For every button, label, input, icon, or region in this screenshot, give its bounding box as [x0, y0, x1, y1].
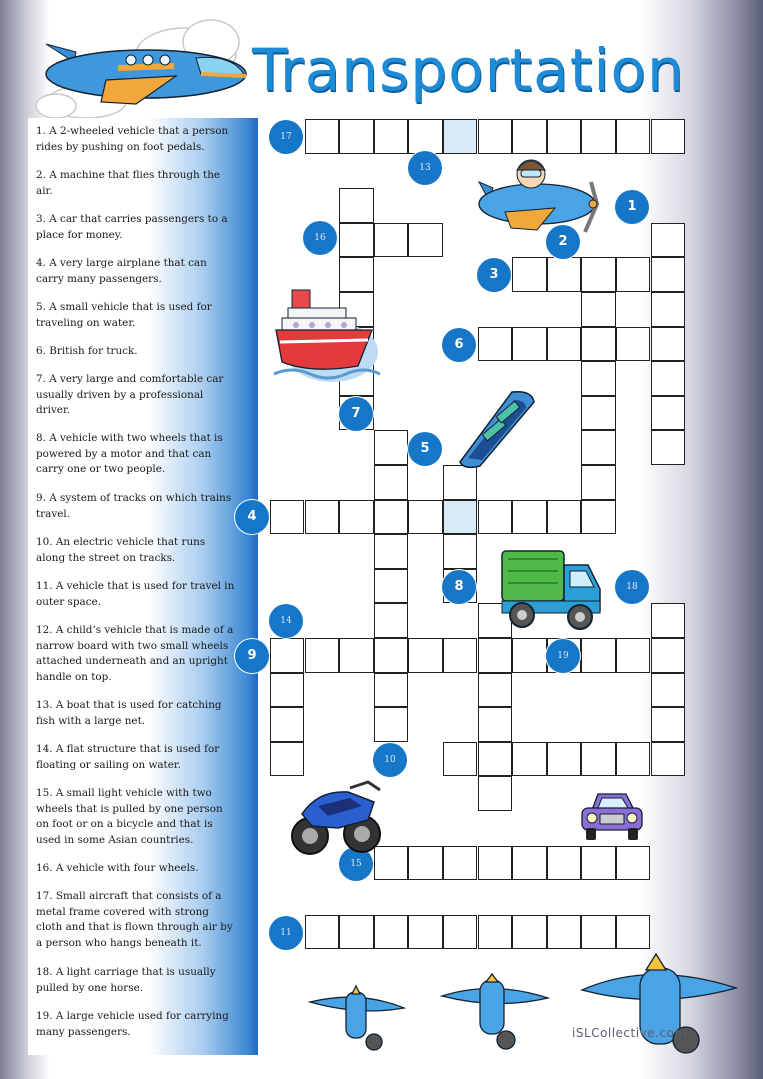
grid-cell[interactable] [512, 119, 547, 154]
grid-cell[interactable] [478, 638, 513, 673]
grid-cell[interactable] [581, 292, 616, 327]
grid-cell[interactable] [547, 119, 582, 154]
grid-cell[interactable] [547, 846, 582, 881]
airplane-logo-icon [26, 14, 251, 122]
grid-cell[interactable] [512, 846, 547, 881]
grid-cell[interactable] [339, 188, 374, 223]
grid-cell[interactable] [547, 742, 582, 777]
grid-cell[interactable] [339, 638, 374, 673]
grid-cell[interactable] [443, 534, 478, 569]
clue-number-3: 3 [477, 258, 511, 292]
clue-2: 2. A machine that flies through the air. [36, 169, 221, 197]
grid-cell[interactable] [581, 915, 616, 950]
grid-cell[interactable] [581, 846, 616, 881]
grid-cell[interactable] [651, 673, 686, 708]
grid-cell[interactable] [478, 500, 513, 535]
grid-cell[interactable] [478, 915, 513, 950]
grid-cell[interactable] [581, 119, 616, 154]
toy-planes-icon [300, 950, 740, 1060]
grid-cell[interactable] [547, 327, 582, 362]
grid-cell[interactable] [512, 638, 547, 673]
grid-cell[interactable] [478, 742, 513, 777]
clue-number-16: 16 [303, 221, 337, 255]
truck-icon [498, 545, 604, 633]
grid-cell[interactable] [547, 257, 582, 292]
grid-cell[interactable] [478, 776, 513, 811]
grid-cell[interactable] [374, 638, 409, 673]
clue-number-6: 6 [442, 328, 476, 362]
clue-3: 3. A car that carries passengers to a place for money. [36, 213, 228, 241]
clue-number-7: 7 [339, 397, 373, 431]
clue-12: 12. A child’s vehicle that is made of a narrow board with two small wheels attached underneath and an upright handle on top. [36, 624, 234, 683]
clue-16: 16. A vehicle with four wheels. [36, 862, 199, 874]
clue-1: 1. A 2-wheeled vehicle that a person rides by pushing on foot pedals. [36, 125, 229, 153]
grid-cell[interactable] [581, 396, 616, 431]
clue-17: 17. Small aircraft that consists of a metal frame covered with strong cloth and that is flown through air by a person who hangs beneath it. [36, 890, 233, 949]
grid-cell[interactable] [651, 361, 686, 396]
clue-number-9: 9 [235, 639, 269, 673]
grid-cell[interactable] [374, 430, 409, 465]
clue-9: 9. A system of tracks on which trains travel. [36, 492, 232, 520]
grid-cell[interactable] [651, 223, 686, 258]
grid-cell[interactable] [443, 638, 478, 673]
clue-5: 5. A small vehicle that is used for traveling on water. [36, 301, 212, 329]
grid-cell[interactable] [408, 638, 443, 673]
grid-cell[interactable] [478, 119, 513, 154]
grid-cell[interactable] [478, 673, 513, 708]
grid-cell[interactable] [581, 465, 616, 500]
grid-cell[interactable] [512, 915, 547, 950]
grid-cell[interactable] [443, 119, 478, 154]
grid-cell[interactable] [581, 500, 616, 535]
grid-cell[interactable] [651, 292, 686, 327]
grid-cell[interactable] [339, 500, 374, 535]
grid-cell[interactable] [374, 223, 409, 258]
grid-cell[interactable] [616, 327, 651, 362]
grid-cell[interactable] [478, 327, 513, 362]
grid-cell[interactable] [581, 257, 616, 292]
grid-cell[interactable] [305, 500, 340, 535]
grid-cell[interactable] [270, 500, 305, 535]
clue-number-11: 11 [269, 916, 303, 950]
grid-cell[interactable] [651, 327, 686, 362]
clue-10: 10. An electric vehicle that runs along the street on tracks. [36, 536, 206, 564]
grid-cell[interactable] [651, 396, 686, 431]
grid-cell[interactable] [443, 846, 478, 881]
car-icon [578, 790, 646, 844]
clue-6: 6. British for truck. [36, 345, 138, 357]
page-title: Transportation [252, 36, 685, 104]
clue-18: 18. A light carriage that is usually pulled by one horse. [36, 966, 216, 994]
grid-cell[interactable] [581, 638, 616, 673]
rowboat-icon [452, 386, 537, 470]
grid-cell[interactable] [581, 742, 616, 777]
grid-cell[interactable] [374, 603, 409, 638]
clue-14: 14. A flat structure that is used for floating or sailing on water. [36, 743, 220, 771]
grid-cell[interactable] [651, 430, 686, 465]
grid-cell[interactable] [339, 915, 374, 950]
grid-cell[interactable] [374, 915, 409, 950]
grid-cell[interactable] [512, 257, 547, 292]
grid-cell[interactable] [616, 257, 651, 292]
grid-cell[interactable] [651, 603, 686, 638]
clue-number-2: 2 [546, 225, 580, 259]
grid-cell[interactable] [478, 707, 513, 742]
clue-number-8: 8 [442, 570, 476, 604]
grid-cell[interactable] [339, 119, 374, 154]
grid-cell[interactable] [443, 500, 478, 535]
clue-7: 7. A very large and comfortable car usually driven by a professional driver. [36, 373, 224, 416]
grid-cell[interactable] [651, 638, 686, 673]
grid-cell[interactable] [651, 707, 686, 742]
clue-number-5: 5 [408, 432, 442, 466]
clue-11: 11. A vehicle that is used for travel in outer space. [36, 580, 235, 608]
grid-cell[interactable] [616, 846, 651, 881]
grid-cell[interactable] [651, 257, 686, 292]
clue-number-18: 18 [615, 570, 649, 604]
grid-cell[interactable] [443, 742, 478, 777]
grid-cell[interactable] [581, 361, 616, 396]
clue-8: 8. A vehicle with two wheels that is powered by a motor and that can carry one or two people. [36, 432, 223, 475]
grid-cell[interactable] [270, 742, 305, 777]
clue-number-13: 13 [408, 151, 442, 185]
grid-cell[interactable] [374, 707, 409, 742]
grid-cell[interactable] [374, 465, 409, 500]
clue-number-19: 19 [546, 639, 580, 673]
grid-cell[interactable] [547, 500, 582, 535]
grid-cell[interactable] [374, 119, 409, 154]
clue-number-4: 4 [235, 500, 269, 534]
pilot-plane-icon [475, 152, 605, 240]
grid-cell[interactable] [374, 534, 409, 569]
clue-13: 13. A boat that is used for catching fish with a large net. [36, 699, 222, 727]
grid-cell[interactable] [478, 846, 513, 881]
grid-cell[interactable] [305, 915, 340, 950]
grid-cell[interactable] [305, 638, 340, 673]
clue-number-17: 17 [269, 120, 303, 154]
grid-cell[interactable] [512, 500, 547, 535]
grid-cell[interactable] [651, 119, 686, 154]
grid-cell[interactable] [408, 915, 443, 950]
clue-4: 4. A very large airplane that can carry many passengers. [36, 257, 207, 285]
ship-icon [272, 282, 380, 386]
grid-cell[interactable] [408, 223, 443, 258]
clue-number-15: 15 [339, 847, 373, 881]
motorcycle-icon [288, 776, 384, 860]
clue-list [28, 118, 258, 1055]
grid-cell[interactable] [616, 119, 651, 154]
grid-cell[interactable] [616, 638, 651, 673]
grid-cell[interactable] [374, 673, 409, 708]
clue-15: 15. A small light vehicle with two wheels that is pulled by one person on foot or on a bicycle and that is used in some Asian countries. [36, 787, 223, 846]
grid-cell[interactable] [408, 846, 443, 881]
grid-cell[interactable] [512, 327, 547, 362]
watermark: iSLCollective.com [572, 1026, 687, 1040]
grid-cell[interactable] [547, 915, 582, 950]
grid-cell[interactable] [443, 465, 478, 500]
grid-cell[interactable] [408, 500, 443, 535]
grid-cell[interactable] [616, 742, 651, 777]
grid-cell[interactable] [339, 223, 374, 258]
grid-cell[interactable] [651, 742, 686, 777]
grid-cell[interactable] [270, 638, 305, 673]
grid-cell[interactable] [581, 430, 616, 465]
grid-cell[interactable] [616, 915, 651, 950]
grid-cell[interactable] [581, 327, 616, 362]
clue-number-14: 14 [269, 604, 303, 638]
grid-cell[interactable] [512, 742, 547, 777]
grid-cell[interactable] [270, 707, 305, 742]
grid-cell[interactable] [408, 119, 443, 154]
grid-cell[interactable] [374, 569, 409, 604]
grid-cell[interactable] [305, 119, 340, 154]
clue-number-1: 1 [615, 190, 649, 224]
grid-cell[interactable] [270, 673, 305, 708]
grid-cell[interactable] [374, 500, 409, 535]
clue-19: 19. A large vehicle used for carrying many passengers. [36, 1010, 229, 1038]
grid-cell[interactable] [443, 915, 478, 950]
clue-number-10: 10 [373, 743, 407, 777]
